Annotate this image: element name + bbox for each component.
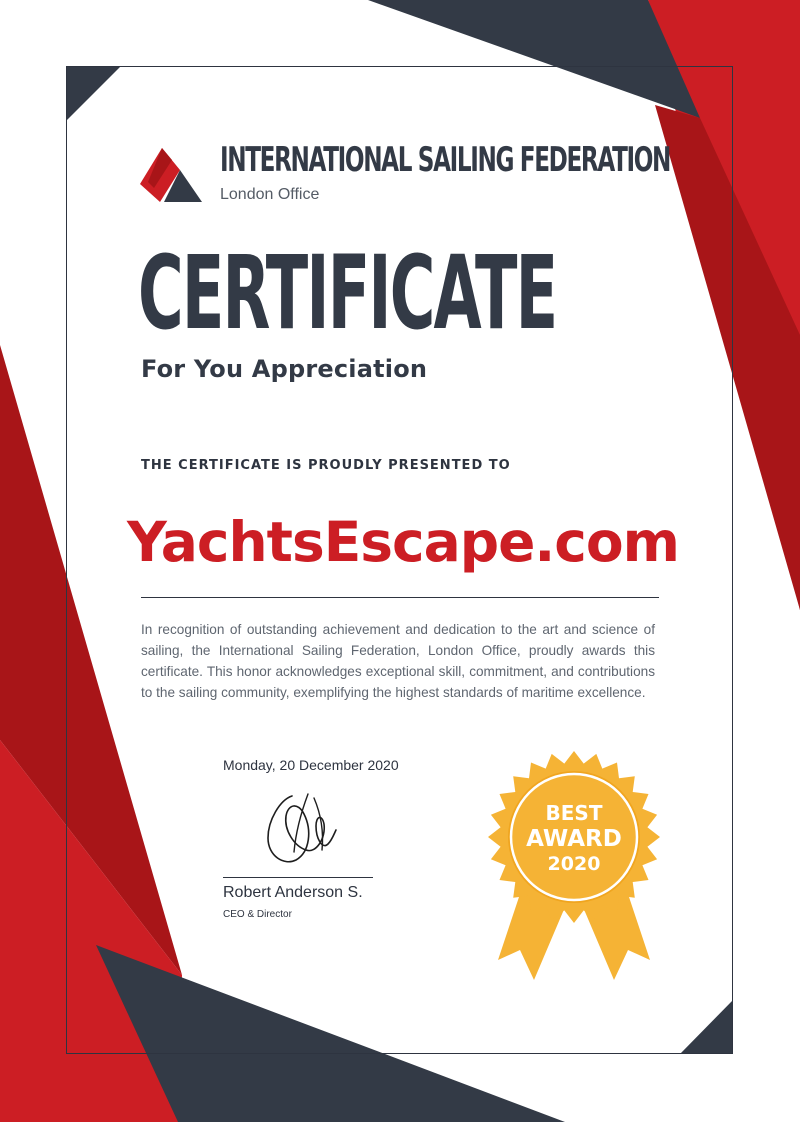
signature-image: [250, 790, 350, 870]
signature-line: [223, 877, 373, 878]
organization-office: London Office: [220, 186, 320, 203]
certificate-title: CERTIFICATE: [138, 234, 557, 353]
badge-line-award: AWARD: [526, 826, 622, 852]
certificate-body-text: In recognition of outstanding achievement and dedication to the art and science of sailing, the International Sailing Federation, London Office, proudly awards this certificate. This honor acknowledges exceptional skill, commitment, and contributions to the sailing community, exemplifying the highest standards of maritime excellence.: [141, 622, 655, 700]
award-date: Monday, 20 December 2020: [223, 757, 399, 773]
recipient-divider: [141, 597, 659, 598]
sail-triangle-logo-icon: [140, 144, 204, 204]
organization-name: INTERNATIONAL SAILING FEDERATION: [220, 140, 671, 180]
presented-to-label: THE CERTIFICATE IS PROUDLY PRESENTED TO: [141, 458, 511, 473]
recipient-name: YachtsEscape.com: [127, 510, 679, 574]
badge-line-best: BEST: [545, 801, 603, 825]
signer-name: Robert Anderson S.: [223, 884, 363, 901]
certificate-subtitle: For You Appreciation: [141, 355, 428, 383]
badge-line-year: 2020: [547, 853, 601, 875]
award-badge-icon: [484, 750, 664, 985]
signer-title: CEO & Director: [223, 909, 292, 920]
